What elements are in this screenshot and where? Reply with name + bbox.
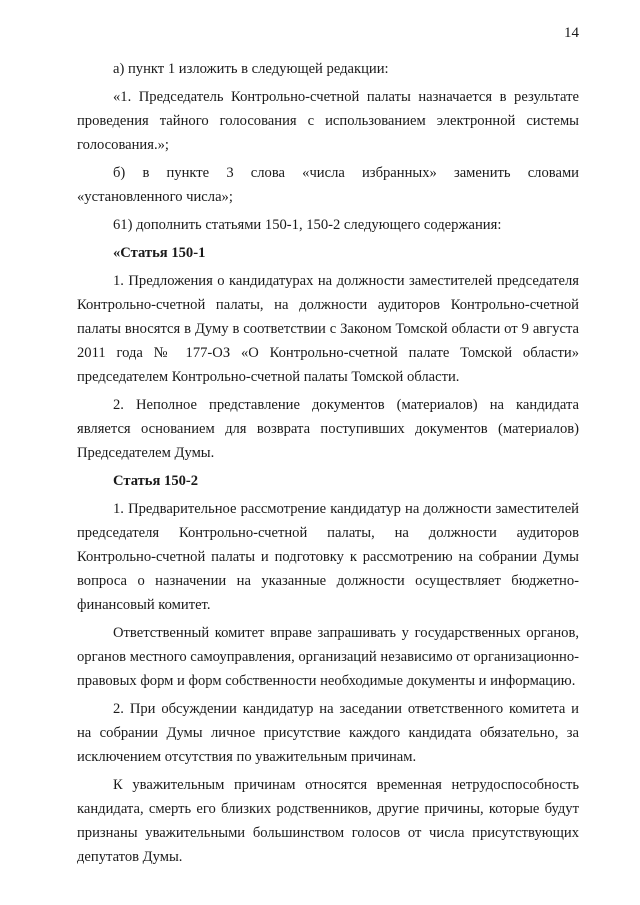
paragraph-amendment-b: б) в пункте 3 слова «числа избранных» заменить словами «установленного числа»;	[77, 165, 579, 205]
paragraph-150-2-committee-rights: Ответственный комитет вправе запрашивать у государственных органов, органов местного самоуправления, организаций независимо от организационно-правовых форм и форм собственности необходимые документы и информацию.	[77, 625, 580, 689]
paragraph-150-2-item-2: 2. При обсуждении кандидатур на заседании ответственного комитета и на собрании Думы личное присутствие каждого кандидата обязательно, за исключением отсутствия по уважительным причинам.	[77, 701, 579, 765]
paragraph-150-2-valid-reasons: К уважительным причинам относятся временная нетрудоспособность кандидата, смерть его близких родственников, другие причины, которые будут признаны уважительными большинством голосов от числа присутствующих депутатов Думы.	[77, 777, 579, 865]
paragraph-amendment-a: а) пункт 1 изложить в следующей редакции:	[113, 61, 389, 77]
paragraph-150-1-item-2: 2. Неполное представление документов (материалов) на кандидата является основанием для возврата поступивших документов (материалов) Председателем Думы.	[77, 397, 579, 461]
document-body	[77, 57, 579, 869]
paragraph-amendment-61: 61) дополнить статьями 150-1, 150-2 следующего содержания:	[113, 217, 502, 233]
article-heading-150-2: Статья 150-2	[113, 473, 199, 489]
paragraph-chairman-appointment: «1. Председатель Контрольно-счетной палаты назначается в результате проведения тайного голосования с использованием электронной системы голосования.»;	[77, 89, 579, 153]
paragraph-150-2-item-1: 1. Предварительное рассмотрение кандидатур на должности заместителей председателя Контрольно-счетной палаты, на должности аудиторов Контрольно-счетной палаты и подготовку к рассмотрению на собрании Думы вопроса о назначении на указанные должности осуществляет бюджетно-финансовый комитет.	[77, 501, 579, 613]
article-heading-150-1: «Статья 150-1	[113, 245, 206, 261]
page-number: 14	[564, 25, 579, 41]
paragraph-150-1-item-1: 1. Предложения о кандидатурах на должности заместителей председателя Контрольно-счетной палаты, на должности аудиторов Контрольно-счетной палаты вносятся в Думу в соответствии с Законом Томской области от 9 августа 2011 года № 177-ОЗ «О Контрольно-счетной палате Томской области» председателем Контрольно-счетной палаты Томской области.	[77, 273, 579, 385]
